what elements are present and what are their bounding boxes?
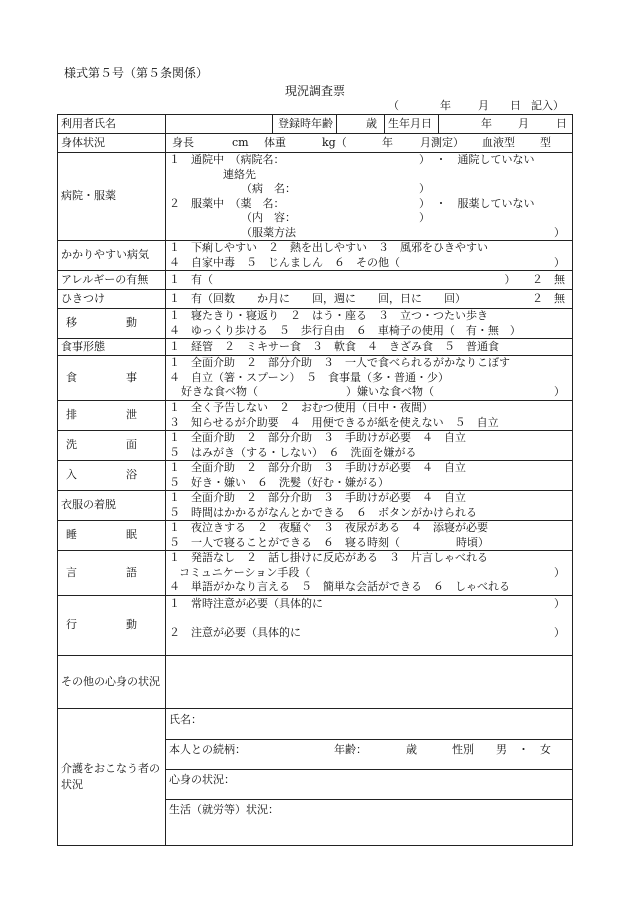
- hospital-content-close: ）: [419, 211, 430, 224]
- label-wash: 洗 面: [58, 431, 166, 461]
- hospital-fields: [166, 153, 573, 241]
- row-hospital: [58, 153, 573, 241]
- dob-day: 日: [556, 117, 567, 130]
- sleep-l2: ５ 一人で寝ることができる ６ 寝る時刻（: [169, 535, 400, 549]
- caregiver-life-row: [166, 800, 572, 844]
- row-bath: [58, 461, 573, 491]
- measured-month: 月測定）: [420, 136, 464, 149]
- caregiver-relation-row: [166, 740, 572, 770]
- illness-fields: [166, 241, 573, 271]
- dob-year: 年: [481, 117, 492, 130]
- row-move: [58, 309, 573, 339]
- measured-year: 年: [382, 136, 393, 149]
- caregiver-sex-options: 男 ・ 女: [496, 743, 551, 756]
- hospital-l1-right: ） ・ 通院していない: [419, 153, 535, 166]
- caregiver-name-row: [166, 710, 572, 740]
- label-caregiver: 介護をおこなう者の状況: [58, 709, 166, 846]
- label-food: 食事形態: [58, 339, 166, 356]
- row-wash: [58, 431, 573, 461]
- meal-l1: １ 全面介助 ２ 部分介助 ３ 一人で食べられるがかなりこぼす: [169, 356, 510, 370]
- caregiver-name: 氏名：: [169, 713, 202, 726]
- dress-l2: ５ 時間はかかるがなんとかできる ６ ボタンがかけられる: [169, 505, 477, 519]
- caregiver-sex: 性別: [452, 743, 474, 756]
- weight-label: 体重: [264, 136, 286, 149]
- caregiver-relation: 本人との続柄：: [169, 743, 246, 756]
- hospital-method: （服薬方法: [241, 225, 296, 239]
- move-fields: [166, 309, 573, 339]
- hospital-method-close: ）: [554, 225, 565, 239]
- seizure-fields: [166, 290, 573, 309]
- label-excrete: 排 泄: [58, 401, 166, 431]
- hospital-disease-close: ）: [419, 182, 430, 195]
- illness-l2: ４ 自家中毒 ５ じんましん ６ その他（: [169, 255, 400, 269]
- hospital-content: （内 容：: [241, 211, 296, 224]
- row-language: [58, 551, 573, 596]
- label-behavior: 行 動: [58, 596, 166, 656]
- label-user-name: 利用者氏名: [58, 115, 166, 134]
- caregiver-life: 生活（就労等）状況：: [169, 803, 279, 816]
- behavior-l1-close: ）: [554, 597, 565, 610]
- seizure-l1-right: ２ 無: [532, 291, 565, 305]
- row-seizure: [58, 290, 573, 309]
- row-meal: [58, 356, 573, 401]
- label-language: 言 語: [58, 551, 166, 596]
- row-body: [58, 134, 573, 153]
- row-other: [58, 656, 573, 709]
- label-body: 身体状況: [58, 134, 166, 153]
- seizure-l1: １ 有（回数 か月に 回，週に 回，日に 回）: [169, 291, 466, 305]
- dob-month: 月: [518, 117, 529, 130]
- meal-l2: ４ 自立（箸・スプーン） ５ 食事量（多・普通・少）: [169, 370, 449, 384]
- label-hospital: 病院・服薬: [58, 153, 166, 241]
- caregiver-health: 心身の状況：: [169, 773, 235, 786]
- caregiver-fields: [166, 709, 573, 846]
- form-code: 様式第５号（第５条関係）: [64, 66, 209, 80]
- body-fields: [166, 134, 573, 153]
- other-fields: [166, 656, 573, 709]
- user-name-fields: [166, 115, 573, 134]
- row-caregiver: [58, 709, 573, 846]
- allergy-l1-right: ） ２ 無: [504, 272, 565, 286]
- excrete-fields: [166, 401, 573, 431]
- label-seizure: ひきつけ: [58, 290, 166, 309]
- dress-l1: １ 全面介助 ２ 部分介助 ３ 手助けが必要 ４ 自立: [169, 491, 466, 504]
- row-user-name: [58, 115, 573, 134]
- meal-l3-close: ）: [554, 385, 565, 399]
- dob-label: 生年月日: [388, 117, 432, 130]
- language-l2: コミュニケーション手段（: [179, 565, 311, 579]
- behavior-l2: ２ 注意が必要（具体的に: [169, 626, 301, 639]
- language-fields: [166, 551, 573, 596]
- wash-l1: １ 全面介助 ２ 部分介助 ３ 手助けが必要 ４ 自立: [169, 431, 466, 444]
- food-l1: １ 経管 ２ ミキサー食 ３ 軟食 ４ きざみ食 ５ 普通食: [169, 339, 499, 353]
- allergy-l1: １ 有（: [169, 272, 213, 286]
- row-behavior: [58, 596, 573, 656]
- label-allergy: アレルギーの有無: [58, 271, 166, 290]
- sleep-l2-time: 時頃）: [456, 535, 489, 549]
- survey-form-table: [57, 114, 573, 846]
- move-l2: ４ ゆっくり歩ける ５ 歩行自由 ６ 車椅子の使用（ 有・無 ）: [169, 323, 521, 337]
- label-meal: 食 事: [58, 356, 166, 401]
- behavior-l1: １ 常時注意が必要（具体的に: [169, 597, 323, 610]
- row-dress: [58, 491, 573, 521]
- illness-l2-close: ）: [554, 255, 565, 269]
- label-illness: かかりやすい病気: [58, 241, 166, 271]
- date-written: 記入）: [531, 99, 564, 112]
- hospital-disease: （病 名：: [241, 182, 296, 195]
- label-bath: 入 浴: [58, 461, 166, 491]
- age-label: 登録時年齢: [278, 117, 333, 130]
- date-open: （: [388, 99, 399, 112]
- row-food: [58, 339, 573, 356]
- date-year: 年: [440, 99, 451, 112]
- form-title: 現況調査票: [284, 84, 345, 98]
- sleep-l1: １ 夜泣きする ２ 夜騒ぐ ３ 夜尿がある ４ 添寝が必要: [169, 521, 488, 534]
- language-l1: １ 発語なし ２ 話し掛けに反応がある ３ 片言しゃべれる: [169, 551, 488, 565]
- sleep-fields: [166, 521, 573, 551]
- hospital-l1: １ 通院中 （病院名：: [169, 153, 285, 166]
- meal-fields: [166, 356, 573, 401]
- height-label: 身長: [172, 136, 194, 149]
- blood-label: 血液型: [482, 136, 515, 149]
- label-sleep: 睡 眠: [58, 521, 166, 551]
- row-sleep: [58, 521, 573, 551]
- hospital-l4: ２ 服薬中 （薬 名：: [169, 196, 285, 210]
- row-allergy: [58, 271, 573, 290]
- weight-unit: kg（: [322, 136, 347, 149]
- wash-l2: ５ はみがき（する・しない） ６ 洗面を嫌がる: [169, 445, 417, 459]
- blood-type: 型: [540, 136, 551, 149]
- language-l3: ４ 単語がかなり言える ５ 簡単な会話ができる ６ しゃべれる: [169, 580, 510, 594]
- dress-fields: [166, 491, 573, 521]
- bath-l1: １ 全面介助 ２ 部分介助 ３ 手助けが必要 ４ 自立: [169, 461, 466, 474]
- bath-fields: [166, 461, 573, 491]
- wash-fields: [166, 431, 573, 461]
- label-dress: 衣服の着脱: [58, 491, 166, 521]
- age-unit: 歳: [366, 117, 377, 130]
- hospital-contact: 連絡先: [223, 167, 256, 181]
- behavior-l2-close: ）: [554, 626, 565, 639]
- caregiver-age-unit: 歳: [406, 743, 417, 756]
- allergy-fields: [166, 271, 573, 290]
- label-other: その他の心身の状況: [58, 656, 166, 709]
- date-day: 日: [510, 99, 521, 112]
- caregiver-health-row: [166, 770, 572, 800]
- meal-l3-mid: ）嫌いな食べ物（: [346, 385, 434, 399]
- illness-l1: １ 下痢しやすい ２ 熱を出しやすい ３ 風邪をひきやすい: [169, 241, 488, 254]
- food-fields: [166, 339, 573, 356]
- label-move: 移 動: [58, 309, 166, 339]
- move-l1: １ 寝たきり・寝返り ２ はう・座る ３ 立つ・つたい歩き: [169, 309, 488, 322]
- bath-l2: ５ 好き・嫌い ６ 洗髪（好む・嫌がる）: [169, 475, 389, 489]
- row-excrete: [58, 401, 573, 431]
- row-illness: [58, 241, 573, 271]
- language-l2-close: ）: [554, 565, 565, 579]
- meal-l3: 好きな食べ物（: [181, 385, 258, 399]
- caregiver-age: 年齢：: [334, 743, 367, 756]
- excrete-l1: １ 全く予告しない ２ おむつ使用（日中・夜間）: [169, 401, 433, 414]
- behavior-fields: [166, 596, 573, 656]
- hospital-l4-right: ） ・ 服薬していない: [419, 196, 535, 210]
- excrete-l2: ３ 知らせるが介助要 ４ 用便できるが紙を使えない ５ 自立: [169, 415, 499, 429]
- date-month: 月: [478, 99, 489, 112]
- height-unit: cm: [232, 136, 249, 149]
